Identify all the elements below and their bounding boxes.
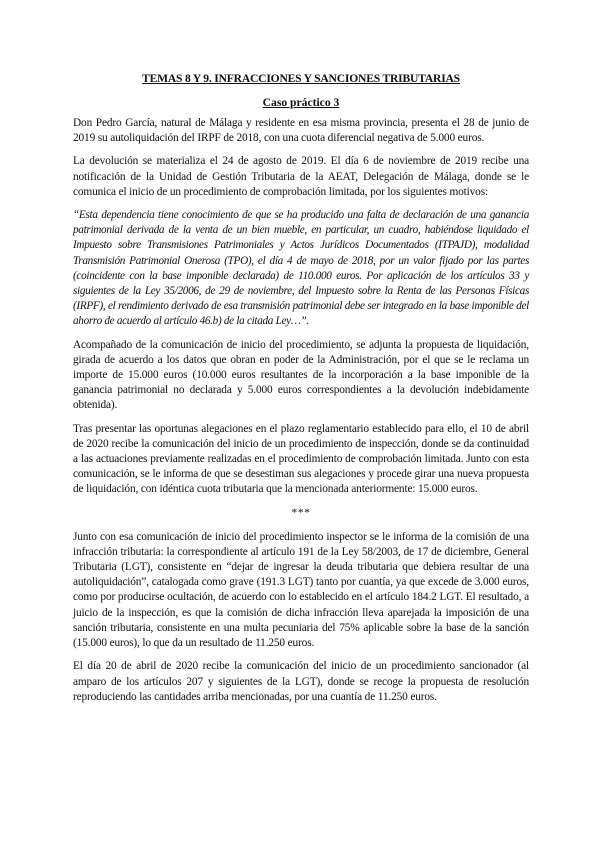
case-subtitle: Caso práctico 3 [262, 96, 340, 109]
document-title: TEMAS 8 Y 9. INFRACCIONES Y SANCIONES TRIBUTARIAS [142, 72, 460, 85]
paragraph-liquidacion: Acompañado de la comunicación de inicio del procedimiento, se adjunta la propuesta de liquidación, girada de acuerdo a los datos que obran en poder de la Administración, por el que se le reclama un importe de 15.000 euros (10.000 euros resultantes de la incorporación a la base imponible de la ganancia patrimonial no declarada y 5.000 euros correspondientes a la devolución indebidamente obtenida). [73, 338, 529, 412]
document-page [73, 66, 529, 713]
paragraph-inspeccion: Tras presentar las oportunas alegaciones en el plazo reglamentario establecido para ello, el 10 de abril de 2020 recibe la comunicación del inicio de un procedimiento de inspección, donde se da continuidad a las actuaciones previamente realizadas en el procedimiento de comprobación limitada. Junto con esta comunicación, se le informa de que se desestiman sus alegaciones y procede girar una nueva propuesta de liquidación, con idéntica cuota tributaria que la mencionada anteriormente: 15.000 euros. [73, 422, 529, 496]
section-separator: *** [291, 506, 311, 519]
paragraph-intro: Don Pedro García, natural de Málaga y residente en esa misma provincia, presenta el 28 de junio de 2019 su autoliquidación del IRPF de 2018, con una cuota diferencial negativa de 5.000 euros. [73, 117, 529, 145]
paragraph-devolucion: La devolución se materializa el 24 de agosto de 2019. El día 6 de noviembre de 2019 recibe una notificación de la Unidad de Gestión Tributaria de la AEAT, Delegación de Málaga, donde se le comunica el inicio de un procedimiento de comprobación limitada, por los siguientes motivos: [73, 155, 529, 198]
paragraph-infraccion: Junto con esa comunicación de inicio del procedimiento inspector se le informa de la comisión de una infracción tributaria: la correspondiente al artículo 191 de la Ley 58/2003, de 17 de diciembre, General Tributaria (LGT), consistente en “dejar de ingresar la deuda tributaria que debiera resultar de una autoliquidación”, catalogada como grave (191.3 LGT) tanto por cuantía, ya que excede de 3.000 euros, como por producirse ocultación, de acuerdo con lo establecido en el artículo 184.2 LGT. El resultado, a juicio de la inspección, es que la comisión de dicha infracción lleva aparejada la imposición de una sanción tributaria, consistente en una multa pecuniaria del 75% aplicable sobre la base de la sanción (15.000 euros), lo que da un resultado de 11.250 euros. [73, 530, 529, 650]
paragraph-quote: “Esta dependencia tiene conocimiento de que se ha producido una falta de declaración de una ganancia patrimonial derivada de la venta de un bien mueble, en particular, un cuadro, habiéndose liquidado el Impuesto sobre Transmisiones Patrimoniales y Actos Jurídicos Documentados (ITPAJD), modalidad Transmisión Patrimonial Onerosa (TPO), el día 4 de mayo de 2018, por un valor fijado por las partes (coincidente con la base imponible declarada) de 110.000 euros. Por aplicación de los artículos 33 y siguientes de la Ley 35/2006, de 29 de noviembre, del Impuesto sobre la Renta de las Personas Físicas (IRPF), el rendimiento derivado de esa transmisión patrimonial debe ser integrado en la base imponible del ahorro de acuerdo al artículo 46.b) de la citada Ley…”. [73, 209, 529, 328]
paragraph-sancionador: El día 20 de abril de 2020 recibe la comunicación del inicio de un procedimiento sancionador (al amparo de los artículos 207 y siguientes de la LGT), donde se recoge la propuesta de resolución reproduciendo las cantidades arriba mencionadas, por una cuantía de 11.250 euros. [73, 660, 529, 703]
